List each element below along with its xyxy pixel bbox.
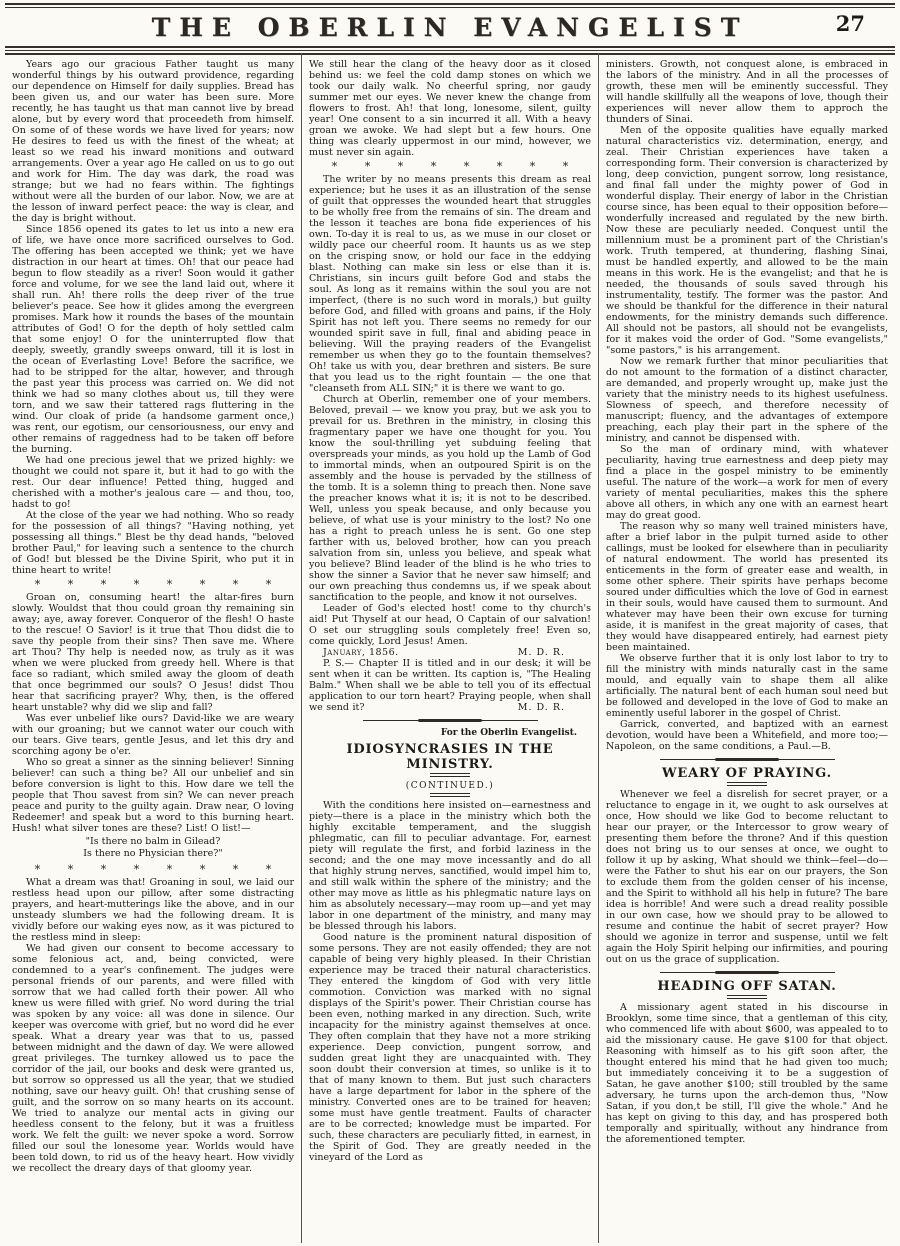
article-attribution: For the Oberlin Evangelist. — [440, 728, 577, 738]
page-number: 27 — [835, 11, 865, 36]
paragraph: We observe further that it is only lost labor to try to fill the ministry with minds naturally cast in the same mould, and equally vain to shape them all alike artificially. The natural bent of each human soul need but be followed and developed in the love of God to make an eminently useful laborer in the gospel of Christ. — [606, 653, 888, 719]
article-heading: IDIOSYNCRASIES IN THE MINISTRY. — [346, 742, 554, 772]
paragraph: So the man of ordinary mind, with whatever peculiarity, having true earnestness and deep piety may find a place in the gospel ministry to be eminently useful. The nature of the work—a work for men of every variety of mental peculiarities, makes this the sphere above all others, in which any one with an earnest heart may do great good. — [606, 444, 888, 521]
swelled-rule-divider — [660, 969, 835, 976]
paragraph: Good nature is the prominent natural disposition of some persons. They are not easily offended; they are not capable of being very highly pleased. In their Christian experience may be traced their natural characteristics. They entered the kingdom of God with very little commotion. Conviction was marked with no signal displays of the Spirit's power. Their Christian course has been even, nothing marked in any direction. Such, write incapacity for the ministry against themselves at once. They often complain that they have not a more striking experience. Deep conviction, pungent sorrow, and sudden great light they are unacquainted with. They soon doubt their conversion at times, so unlike is it to that of many known to them. But just such characters have a large department for labor in the sphere of the ministry. Converted ones are to be trained for heaven; some must have gentle treatment. Faults of character are to be corrected; knowledge must be imparted. For such, these characters are peculiarly fitted, in earnest, in the Spirit of God. They are greatly needed in the vineyard of the Lord as — [309, 932, 591, 1163]
paragraph: With the conditions here insisted on—earnestness and piety—there is a place in the ministry which both the highly excitable temperament, and the sluggish phlegmatic, can fill to peculiar advantage. For, earnest piety will regulate the first, and forbid laziness in the second; and the one may move incessantly and do all that highly strung nerves, sanctified, would impel him to, and still walk within the sphere of the ministry; and the other may move as little as his phlegmatic nature lays on him as absolutely necessary—may room up—and yet may labor in one department of the ministry, and many may be blessed through his labors. — [309, 800, 591, 932]
verse-quote — [12, 834, 294, 861]
column-2 — [302, 53, 598, 1243]
signature: M. D. R. — [517, 702, 565, 713]
column-layout — [5, 53, 895, 1243]
paragraph: We still hear the clang of the heavy door as it closed behind us: we feel the cold damp stones on which we took our daily walk. No cheerful spring, nor gaudy summer met our eyes. We never knew the change from flowers to frost. Ah! that long, lonesome, silent, guilty year! One consent to a sin incurred it all. With a heavy groan we awoke. We had slept but a few hours. One thing was clearly uppermost in our mind, however, we must never sin again. — [309, 59, 591, 158]
asterisk-separator: * * * * * * * * — [34, 578, 272, 591]
paragraph: P. S.— Chapter II is titled and in our desk; it will be sent when it can be written. Its caption is, "The Healing Balm." When shall we be able to tell you of its effectual application to our torn heart? Praying people, when shall we send it? — [309, 658, 591, 713]
swelled-rule-divider — [363, 717, 538, 724]
paragraph: Groan on, consuming heart! the altar-fires burn slowly. Wouldst that thou could groan thy remaining sin away; aye, away forever. Conqueror of the flesh! O haste to the rescue! O Savior! is it true that Thou didst die to save thy people from their sins? Then save me. Where art Thou? Thy help is needed now, as truly as it was when we were plucked from greedy hell. Where is that face so radiant, which smiled away the gloom of death that once begrimmed our souls? O Jesus! didst Thou hear that sacrificing prayer? Why, then, is the offered heart unstable? why did we slip and fall? — [12, 592, 294, 713]
masthead-bottom-rule — [5, 46, 895, 51]
heading-rule — [430, 793, 470, 797]
column-1 — [5, 53, 301, 1243]
paragraph: Now we remark further that minor peculiarities that do not amount to the formation of a distinct character, are demanded, and properly wrought up, make just the variety that the ministry needs to its highest usefulness. Slowness of speech, and therefore necessity of manuscript; fluency, and the advantages of extempore preaching, each play their part in the sphere of the ministry, and cannot be dispensed with. — [606, 356, 888, 444]
paragraph: Leader of God's elected host! come to thy church's aid! Put Thyself at our head, O Captain of our salvation! O set our struggling souls completely free! Even so, come quickly, Lord Jesus! Amen. — [309, 603, 591, 647]
heading-rule — [430, 773, 470, 777]
paragraph: The writer by no means presents this dream as real experience; but he uses it as an illustration of the sense of guilt that oppresses the wounded heart that struggles to be wholly free from the remains of sin. The dream and the lesson it teaches are bona fide experiences of his own. To-day it is real to us, as we muse in our closet or wildly pace our cheerful room. It haunts us as we step on the crisping snow, or hold our face in the eddying blast. Nothing can make sin less or else than it is. Christians, sin incurs guilt before God and stabs the soul. As long as it remains within the soul you are not imperfect, (there is no such word in morals,) but guilty before God, and filled with groans and pains, if the Holy Spirit has not left you. There seems no remedy for our wounded spirit save in full, final and abiding peace in believing. Will the praying readers of the Evangelist remember us when they go to the fountain themselves? Oh! take us with you, dear brethren and sisters. Be sure that you lead us to the right fountain — the one that "cleanseth from ALL SIN;" it is there we want to go. — [309, 174, 591, 394]
verse-line: Is there no Physician there?" — [83, 847, 223, 859]
masthead-title: THE OBERLIN EVANGELIST — [151, 13, 749, 42]
signature: M. D. R. — [517, 647, 565, 658]
date-line — [309, 647, 591, 658]
paragraph: Whenever we feel a disrelish for secret prayer, or a reluctance to engage in it, we ought to ask ourselves at once, How should we like God to become reluctant to hear our prayer, or the Intercessor to grow weary of presenting them before the throne? And if this question does not bring us to our senses at once, we ought to follow it up by asking, What should we think—feel—do—were the Father to shut his ear on our prayers, the Son to exclude them from the golden censer of his incense, and the Spirit to withhold all his help in future? The bare idea is horrible! And were such a dread reality possible in our own case, how we should pray to be allowed to resume and continue the habit of secret prayer? How should we agonize in terror and suspense, until we felt again the Holy Spirit helping our infirmities, and pouring out on us the grace of supplication. — [606, 789, 888, 965]
paragraph: At the close of the year we had nothing. Who so ready for the possession of all things? "Having nothing, yet possessing all things." Blest be thy dead hands, "beloved brother Paul," for leaving such a sentence to the church of God! but blessed be the Divine Spirit, who put it in thine heart to write! — [12, 510, 294, 576]
paragraph: The reason why so many well trained ministers have, after a brief labor in the pulpit turned aside to other callings, must be looked for elsewhere than in peculiarity of natural endowment. The world has presented its enticements in the form of greater ease and wealth, in some other sphere. Their spirits have perhaps become soured under difficulties which the love of God in earnest in their souls, would have caused them to surmount. And whatever may have been their own excuse for turning aside, it is manifest in the great majority of cases, that they would have disappeared entirely, had earnest piety been maintained. — [606, 521, 888, 653]
heading-rule — [727, 995, 767, 999]
paragraph: We had given our consent to become accessary to some felonious act, and, being convicted, were condemned to a year's confinement. The judges were personal friends of our parents, and were filled with sorrow that we had called forth their power. All who knew us were filled with grief. No word during the trial was spoken by any voice: all was done in silence. Our keeper was overcome with grief, but no word did he ever speak. What a dreary year was that to us, passed between midnight and the dawn of day. We were allowed great privileges. The turnkey allowed us to pace the corridor of the jail, our books and desk were granted us, but sorrow so oppressed us all the year, that we studied nothing, save our heavy guilt. Oh! that crushing sense of guilt, and the sorrow on so many hearts on its account. We tried to analyze our mental acts in giving our heedless consent to the felony, but it was a fruitless work. We felt the guilt: we never spoke a word. Sorrow filled our soul the lonesome year. Worlds would have been told down, to rid us of the heavy heart. How vividly we recollect the dreary days of that gloomy year. — [12, 943, 294, 1174]
paragraph: Since 1856 opened its gates to let us into a new era of life, we have once more sacrificed ourselves to God. The offering has been accepted we think; yet we have distraction in our heart at times. Oh! that our peace had begun to flow steadily as a river! Soon would it gather force and volume, for we see the land laid out, where it shall run. Ah! there rolls the deep river of the true believer's peace. See how it glides among the evergreen promises. Mark how it rounds the bases of the mountain attributes of God! O for the depth of holy settled calm that some enjoy! O for the uninterrupted flow that deeply, sweetly, grandly sweeps onward, till it is lost in the ocean of Everlasting Love! Before the sacrifice, we had to be stripped for the altar, however, and through the past year this process was carried on. We did not think we had so many clothes about us, till they were torn, and we saw their tattered rags fluttering in the wind. Our cloak of pride (a handsome garment once,) was rent, our egotism, our censoriousness, our envy and other remains of raggedness had to be taken off before the burning. — [12, 224, 294, 455]
paragraph: Years ago our gracious Father taught us many wonderful things by his outward providence, regarding our dependence on Himself for daily supplies. Bread has been given us, and our water has been sure. More recently, he has taught us that man cannot live by bread alone, but by every word that proceedeth from himself. On some of of these words we have lived for years; now He desires to feed us with the finest of the wheat; at least so we read his inward monitions and outward arrangements. Over a year ago He called on us to go out and work for Him. The day was dark, the road was strange; but we had no fears within. The fightings without were all the burden of our labor. Now, we are at the lesson of inward perfect peace: the way is clear, and the day is bright without. — [12, 59, 294, 224]
paragraph: A missionary agent stated in his discourse in Brooklyn, some time since, that a gentleman of this city, who commenced life with about $600, was appealed to to aid the missionary cause. He gave $100 for that object. Reasoning with himself as to his gift soon after, the thought entered his mind that he had given too much; but immediately conceiving it to be a suggestion of Satan, he gave another $100; still troubled by the same adversary, he turns upon the arch-demon thus, "Now Satan, if you don,t be still, I'll give the whole." And he has kept on giving to this day, and has prospered both temporally and spiritually, without any hindrance from the aforementioned tempter. — [606, 1002, 888, 1145]
swelled-rule-divider — [660, 756, 835, 763]
date-text: January, 1856. — [323, 647, 399, 658]
paragraph: ministers. Growth, not conquest alone, is embraced in the labors of the ministry. And in all the processes of growth, these men will be eminently successful. They will handle skillfully all the weapons of love, though their experiences will never allow them to approch the thunders of Sinai. — [606, 59, 888, 125]
paragraph: Church at Oberlin, remember one of your members. Beloved, prevail — we know you pray, but we ask you to prevail for us. Brethren in the ministry, in closing this fragmentary paper we have one thought for you. You know the soul-thrilling yet subduing feeling that overspreads your minds, as you hold up the Lamb of God to immortal minds, when an outpoured Spirit is on the assembly and the house is pervaded by the stillness of the tomb. It is a solemn thing to preach then. None save the preacher knows what it is; it is not to be described. Well, unless you speak because, and only because you believe, of what use is your ministry to the lost? No one has a right to preach unless he is sent. Go one step farther with us, beloved brother, how can you preach salvation from sin, unless you believe, and speak what you believe? Blind leader of the blind is he who tries to show the sinner a Savior that he never saw himself; and our own preaching thus condemns us, if we speak about sanctification to the people, and know it not ourselves. — [309, 394, 591, 603]
paragraph: Men of the opposite qualities have equally marked natural characteristics viz. determination, energy, and zeal. Their Christian experiences have taken a corresponding form. Their conversion is characterized by long, deep conviction, pungent sorrow, long resistance, and final fall under the mighty power of God in wonderful display. Their energy of labor in the Christian course since, has been equal to their opposition before—wonderfully increased and regulated by the new birth. Now these are peculiarly needed. Conquest until the millennium must be a prominent part of the Christian's work. Truth tempered, at thundering, flashing Sinai, must be handled expertly, and allowed to be the main means in this work. He is the evangelist; and that he is needed, the thousands of souls saved through his instrumentality, testify. The former was the pastor. And we should be thankful for the difference in their natural endowments, for the ministry demands such difference. All should not be pastors, all should not be evangelists, for it makes void the order of God. "Some evangelists," "some pastors," is his arrangement. — [606, 125, 888, 356]
paragraph: Was ever unbelief like ours? David-like we are weary with our groaning; but we cannot water our couch with our tears. Give tears, gentle Jesus, and let this dry and scorching agony be o'er. — [12, 713, 294, 757]
verse-line: "Is there no balm in Gilead? — [85, 836, 221, 847]
paragraph: Garrick, converted, and baptized with an earnest devotion, would have been a Whitefield, and more too;—Napoleon, on the same conditions, a Paul.—B. — [606, 719, 888, 752]
heading-rule — [727, 782, 767, 786]
article-heading: WEARY OF PRAYING. — [662, 766, 832, 781]
continued-label: (CONTINUED.) — [405, 781, 495, 791]
paragraph: Who so great a sinner as the sinning believer! Sinning believer! can such a thing be? All our unbelief and sin before conversion is light to this. How dare we tell the people that Thou savest from sin? We can never preach peace and purity to the guilty again. Draw near, O loving Redeemer! and speak but a word to this burning heart. Hush! what silver tones are these? List! O list!— — [12, 757, 294, 834]
paragraph: What a dream was that! Groaning in soul, we laid our restless head upon our pillow, after some distracting prayers, and heart-mutterings like the above, and in our unsteady slumbers we had the following dream. It is vividly before our waking eyes now, as it was pictured to the restless mind in sleep: — [12, 877, 294, 943]
column-3 — [599, 53, 895, 1243]
article-heading: HEADING OFF SATAN. — [657, 979, 837, 994]
asterisk-separator: * * * * * * * * — [331, 160, 569, 173]
paragraph: We had one precious jewel that we prized highly: we thought we could not spare it, but it had to go with the rest. Our dear influence! Petted thing, hugged and cherished with a mother's jealous care — and thou, too, hadst to go! — [12, 455, 294, 510]
asterisk-separator: * * * * * * * * — [34, 863, 272, 876]
masthead — [5, 8, 895, 46]
